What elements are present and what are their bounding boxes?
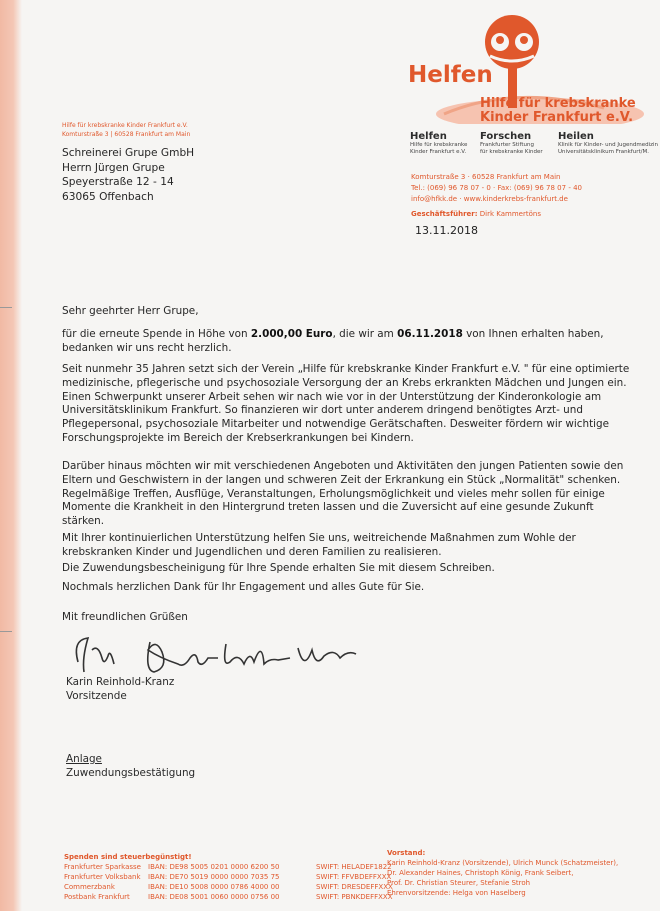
bank-iban: IBAN: DE98 5005 0201 0000 6200 50	[148, 863, 280, 871]
p1-text-c: von Ihnen erhalten haben, bedanken wir uns recht herzlich.	[62, 328, 604, 354]
board-line: Dr. Alexander Haines, Christoph König, Frank Seibert,	[387, 869, 574, 877]
paper-edge	[0, 0, 22, 911]
contact-block	[411, 172, 582, 205]
recipient-line: Herrn Jürgen Grupe	[62, 161, 165, 174]
signer-block	[66, 676, 174, 704]
bank-row	[64, 862, 393, 872]
board-line: Ehrenvorsitzende: Helga von Haselberg	[387, 889, 526, 897]
board-line: Karin Reinhold-Kranz (Vorsitzende), Ulrich Munck (Schatzmeister),	[387, 859, 619, 867]
sender-name: Hilfe für krebskranke Kinder Frankfurt e.V.	[62, 122, 188, 129]
enclosure-item: Zuwendungsbestätigung	[66, 766, 196, 779]
contact-web[interactable]: info@hfkk.de · www.kinderkrebs-frankfurt.de	[411, 195, 568, 203]
donations-heading: Spenden sind steuerbegünstigt!	[64, 853, 192, 861]
fold-mark	[0, 631, 12, 632]
managing-director-label: Geschäftsführer:	[411, 210, 478, 218]
salutation: Sehr geehrter Herr Grupe,	[62, 305, 199, 317]
pillar-heilen	[558, 131, 658, 156]
bank-row	[64, 872, 393, 882]
contact-phone: Tel.: (069) 96 78 07 - 0 · Fax: (069) 96 78 07 - 40	[411, 184, 582, 192]
bank-iban: IBAN: DE70 5019 0000 0000 7035 75	[148, 873, 280, 881]
p1-text-b: , die wir am	[332, 328, 398, 340]
managing-director	[411, 210, 541, 218]
bank-swift: SWIFT: DRESDEFFXXX	[316, 883, 393, 891]
bank-name: Postbank Frankfurt	[64, 893, 130, 901]
enclosure-label: Anlage	[66, 753, 102, 765]
organization-logo	[404, 14, 660, 124]
p1-text-a: für die erneute Spende in Höhe von	[62, 328, 251, 340]
bank-swift: SWIFT: PBNKDEFFXXX	[316, 893, 393, 901]
pillar-helfen	[410, 131, 467, 156]
bank-name: Commerzbank	[64, 883, 115, 891]
logo-org-name-line1: Hilfe für krebskranke	[480, 96, 636, 111]
signer-name: Karin Reinhold-Kranz	[66, 676, 175, 688]
pillar-text: Hilfe für krebskranke	[410, 142, 468, 148]
letter-date: 13.11.2018	[415, 224, 478, 237]
pillar-text: Frankfurter Stiftung	[480, 142, 534, 148]
managing-director-name: Dirk Kammertöns	[479, 210, 541, 218]
board-line: Prof. Dr. Christian Steurer, Stefanie Stroh	[387, 879, 531, 887]
paragraph-activities: Darüber hinaus möchten wir mit verschiedenen Angeboten und Aktivitäten den jungen Patienten sowie den Eltern und Geschwistern in der langen und schweren Zeit der Erkrankung ein Stück „Normalität" schenken. Regelmäßige Treffen, Ausflüge, Veranstaltungen, Erholungsmöglichkeit und vieles mehr sollen für einige Momente die Krankheit in den Hintergrund treten lassen und die Zuversicht auf eine gesunde Zukunft stärken.	[62, 460, 624, 528]
pillar-forschen	[480, 131, 543, 156]
bank-iban: IBAN: DE10 5008 0000 0786 4000 00	[148, 883, 280, 891]
paragraph-support: Mit Ihrer kontinuierlichen Unterstützung helfen Sie uns, weitreichende Maßnahmen zum Wohle der krebskranken Kinder und Jugendlichen und deren Familien zu realisieren.	[62, 532, 576, 558]
fold-mark	[0, 307, 12, 308]
recipient-address	[62, 146, 194, 204]
bank-row	[64, 882, 393, 892]
recipient-line: Speyerstraße 12 - 14	[62, 176, 174, 188]
pillar-title: Helfen	[410, 131, 447, 142]
pillar-title: Heilen	[558, 131, 594, 142]
closing: Mit freundlichen Grüßen	[62, 611, 188, 623]
pillar-text: Kinder Frankfurt e.V.	[410, 149, 467, 155]
bank-details	[64, 852, 393, 902]
pillar-text: Klinik für Kinder- und Jugendmedizin	[558, 142, 659, 148]
paragraph-thanks: Nochmals herzlichen Dank für Ihr Engagement und alles Gute für Sie.	[62, 581, 425, 593]
pillar-title: Forschen	[480, 131, 532, 142]
paragraph-mission: Seit nunmehr 35 Jahren setzt sich der Verein „Hilfe für krebskranke Kinder Frankfurt e.V. " für eine optimierte medizinische, pflegerische und psychosoziale Versorgung der an Krebs erkrankten Mädchen und Jungen ein. Einen Schwerpunkt unserer Arbeit sehen wir nach wie vor in der Unterstützung der Kinderonkologie am Universitätsklinikum Frankfurt. So finanzieren wir dort unter anderem dringend benötigtes Arzt- und Pflegepersonal, psychosoziale Mitarbeiter und notwendige Gerätschaften. Desweiter fördern wir wichtige Forschungsprojekte im Bereich der Krebserkrankungen bei Kindern.	[62, 363, 630, 444]
recipient-line: 63065 Offenbach	[62, 190, 154, 203]
logo-word: Helfen	[408, 62, 493, 88]
recipient-line: Schreinerei Grupe GmbH	[62, 147, 195, 159]
signer-role: Vorsitzende	[66, 689, 127, 702]
bank-swift: SWIFT: FFVBDEFFXXX	[316, 873, 392, 881]
board-heading: Vorstand:	[387, 849, 426, 857]
bank-iban: IBAN: DE08 5001 0060 0000 0756 00	[148, 893, 280, 901]
bank-name: Frankfurter Volksbank	[64, 873, 141, 881]
paragraph-donation	[62, 328, 622, 356]
bank-row	[64, 892, 393, 902]
sender-line	[62, 121, 190, 139]
paragraph-certificate: Die Zuwendungsbescheinigung für Ihre Spende erhalten Sie mit diesem Schreiben.	[62, 562, 495, 574]
pillar-text: Universitätsklinikum Frankfurt/M.	[558, 149, 649, 155]
bank-swift: SWIFT: HELADEF1822	[316, 863, 392, 871]
handwritten-signature	[58, 628, 368, 680]
pillar-text: für krebskranke Kinder	[480, 149, 543, 155]
contact-street: Komturstraße 3 · 60528 Frankfurt am Main	[411, 173, 561, 181]
bank-name: Frankfurter Sparkasse	[64, 863, 141, 871]
board-members	[387, 848, 618, 898]
enclosure-block	[66, 753, 195, 781]
logo-org-name-line2: Kinder Frankfurt e.V.	[480, 110, 634, 125]
donation-date: 06.11.2018	[397, 328, 463, 340]
sender-address: Komturstraße 3 | 60528 Frankfurt am Main	[62, 131, 191, 138]
donation-amount: 2.000,00 Euro	[250, 328, 333, 340]
